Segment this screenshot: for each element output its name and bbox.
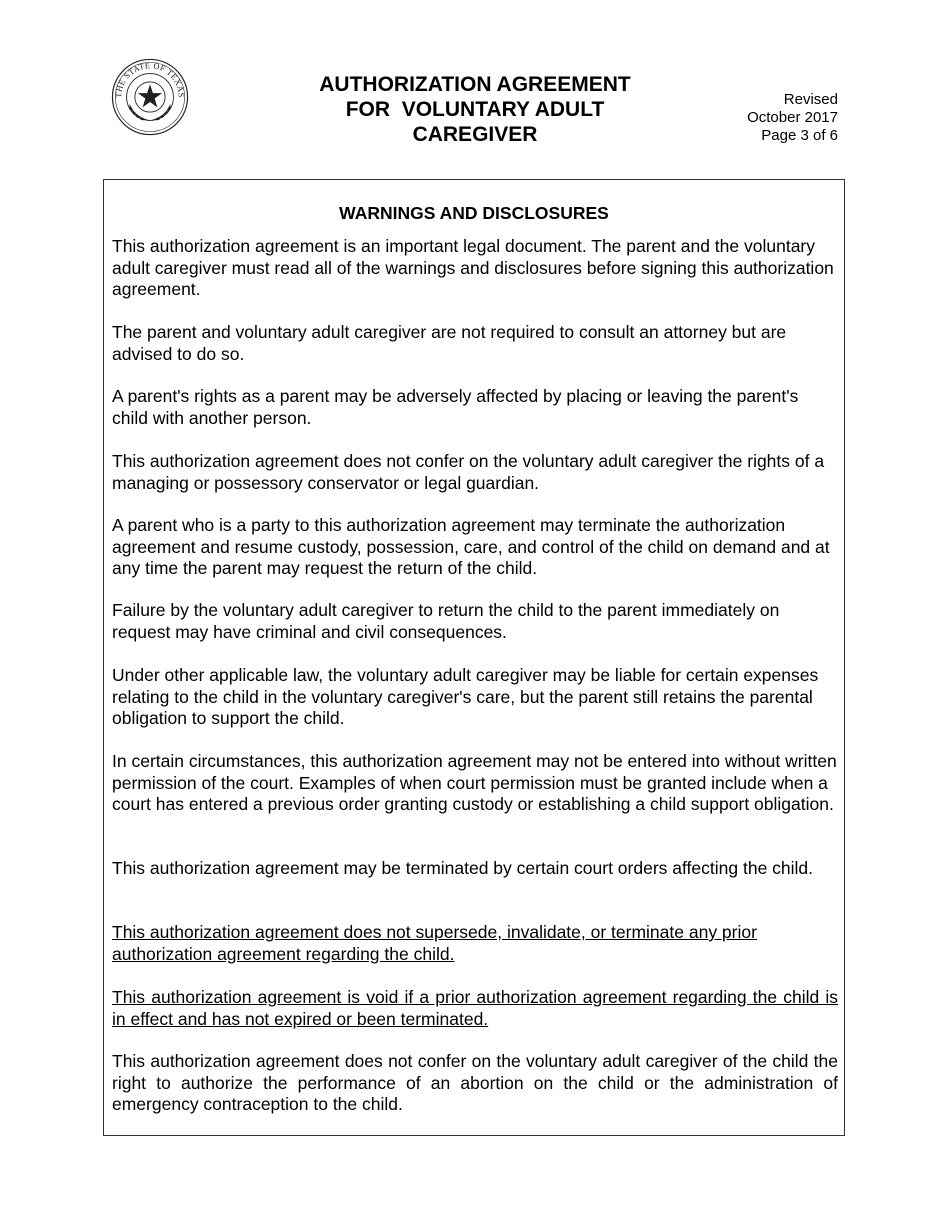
revision-label: Revised [783, 91, 838, 108]
paragraph: Under other applicable law, the voluntary adult caregiver may be liable for certain expenses relating to the child in the voluntary caregiver's care, but the parent still retains the parental obligation to support the child. [112, 665, 819, 729]
texas-state-seal-icon [111, 58, 189, 136]
paragraph: A parent who is a party to this authorization agreement may terminate the authorization agreement and resume custody, possession, care, and control of the child on demand and at any time the parent may request the return of the child. [112, 515, 830, 579]
paragraph: A parent's rights as a parent may be adversely affected by placing or leaving the parent's child with another person. [112, 386, 799, 428]
document-title-line: FOR VOLUNTARY ADULT [345, 98, 605, 121]
paragraph-underlined: This authorization agreement is void if a prior authorization agreement regarding the child is in effect and has not expired or been terminated. [112, 987, 838, 1029]
paragraph: The parent and voluntary adult caregiver are not required to consult an attorney but are advised to do so. [112, 322, 787, 364]
paragraph: This authorization agreement is an important legal document. The parent and the voluntary adult caregiver must read all of the warnings and disclosures before signing this authorization agreement. [112, 236, 834, 300]
document-title [290, 72, 660, 147]
revision-date: October 2017 [747, 109, 838, 126]
paragraph: This authorization agreement does not confer on the voluntary adult caregiver the rights of a managing or possessory conservator or legal guardian. [112, 451, 825, 493]
paragraph: This authorization agreement does not confer on the voluntary adult caregiver of the child the right to authorize the performance of an abortion on the child or the administration of emergency contraception to the child. [112, 1051, 838, 1115]
document-title-line: AUTHORIZATION AGREEMENT [319, 73, 631, 96]
section-heading: WARNINGS AND DISCLOSURES [339, 203, 609, 223]
paragraph: Failure by the voluntary adult caregiver to return the child to the parent immediately on request may have criminal and civil consequences. [112, 600, 780, 642]
paragraph: In certain circumstances, this authorization agreement may not be entered into without written permission of the court. Examples of when court permission must be granted include when a court has entered a previous order granting custody or establishing a child support obligation. [112, 751, 837, 815]
warnings-section [103, 179, 845, 1136]
paragraph-underlined: This authorization agreement does not supersede, invalidate, or terminate any prior authorization agreement regarding the child. [112, 922, 757, 964]
page-number: Page 3 of 6 [761, 127, 838, 144]
document-title-line: CAREGIVER [412, 123, 538, 146]
paragraph: This authorization agreement may be terminated by certain court orders affecting the child. [112, 858, 814, 878]
svg-text:THE STATE OF TEXAS: THE STATE OF TEXAS [114, 61, 186, 98]
revision-info [747, 91, 838, 145]
